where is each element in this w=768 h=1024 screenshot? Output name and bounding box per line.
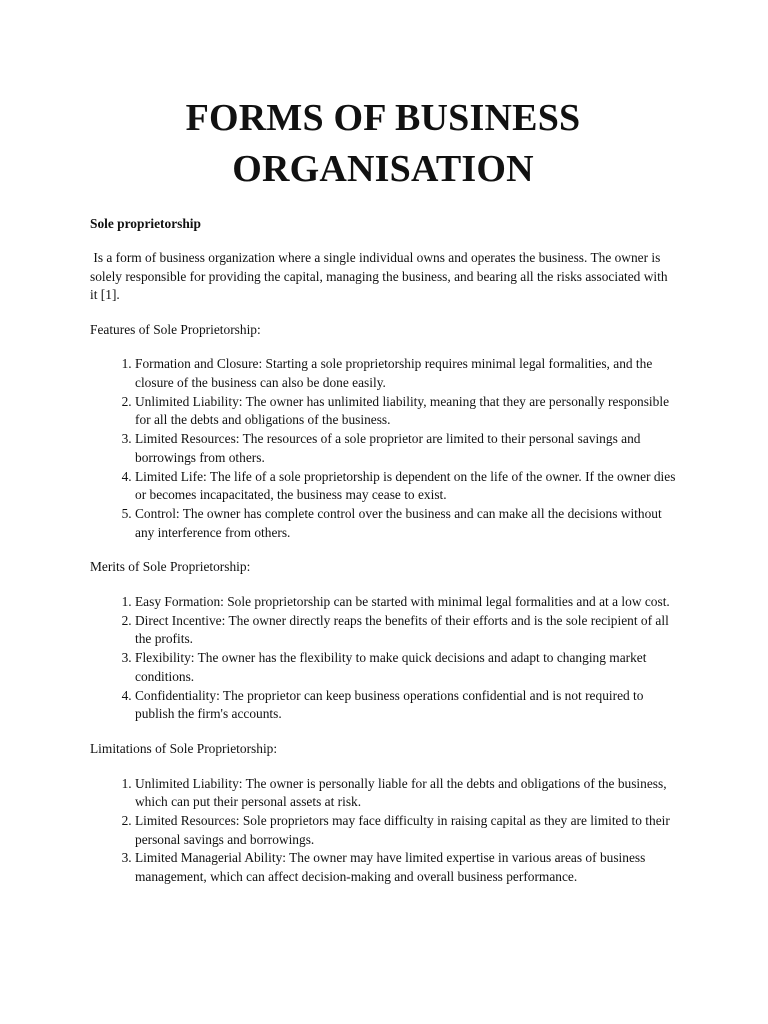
merits-list-item: 2. Direct Incentive: The owner directly reaps the benefits of their efforts and is the sole recipient of all the profits. xyxy=(135,612,676,649)
limitations-list-item: 2. Limited Resources: Sole proprietors may face difficulty in raising capital as they are limited to their personal savings and borrowings. xyxy=(135,812,676,849)
features-heading: Features of Sole Proprietorship: xyxy=(90,321,261,337)
features-list-item: 3. Limited Resources: The resources of a sole proprietor are limited to their personal savings and borrowings from others. xyxy=(135,430,676,467)
intro-paragraph: Is a form of business organization where a single individual owns and operates the business. The owner is solely responsible for providing the capital, managing the business, and bearing all the risks associated with it [1]. xyxy=(90,250,671,303)
section-heading: Sole proprietorship xyxy=(90,216,201,231)
merits-list-item: 1. Easy Formation: Sole proprietorship can be started with minimal legal formalities and at a low cost. xyxy=(135,593,676,612)
page-title xyxy=(90,0,676,195)
merits-list xyxy=(90,593,676,724)
features-list-item: 1. Formation and Closure: Starting a sole proprietorship requires minimal legal formalities, and the closure of the business can also be done easily. xyxy=(135,355,676,392)
title-line-1: FORMS OF BUSINESS xyxy=(185,97,581,139)
limitations-heading: Limitations of Sole Proprietorship: xyxy=(90,740,278,756)
features-list-item: 4. Limited Life: The life of a sole proprietorship is dependent on the life of the owner. If the owner dies or becomes incapacitated, the business may cease to exist. xyxy=(135,468,676,505)
merits-list-item: 3. Flexibility: The owner has the flexibility to make quick decisions and adapt to changing market conditions. xyxy=(135,649,676,686)
features-list-item: 2. Unlimited Liability: The owner has unlimited liability, meaning that they are personally responsible for all the debts and obligations of the business. xyxy=(135,393,676,430)
limitations-list-item: 1. Unlimited Liability: The owner is personally liable for all the debts and obligations of the business, which can put their personal assets at risk. xyxy=(135,775,676,812)
merits-heading: Merits of Sole Proprietorship: xyxy=(90,559,251,575)
merits-list-item: 4. Confidentiality: The proprietor can keep business operations confidential and is not required to publish the firm's accounts. xyxy=(135,687,676,724)
features-list-item: 5. Control: The owner has complete control over the business and can make all the decisions without any interference from others. xyxy=(135,505,676,542)
limitations-list-item: 3. Limited Managerial Ability: The owner may have limited expertise in various areas of business management, which can affect decision-making and overall business performance. xyxy=(135,849,676,886)
limitations-list xyxy=(90,775,676,887)
features-list xyxy=(90,355,676,542)
title-line-2: ORGANISATION xyxy=(232,148,534,190)
